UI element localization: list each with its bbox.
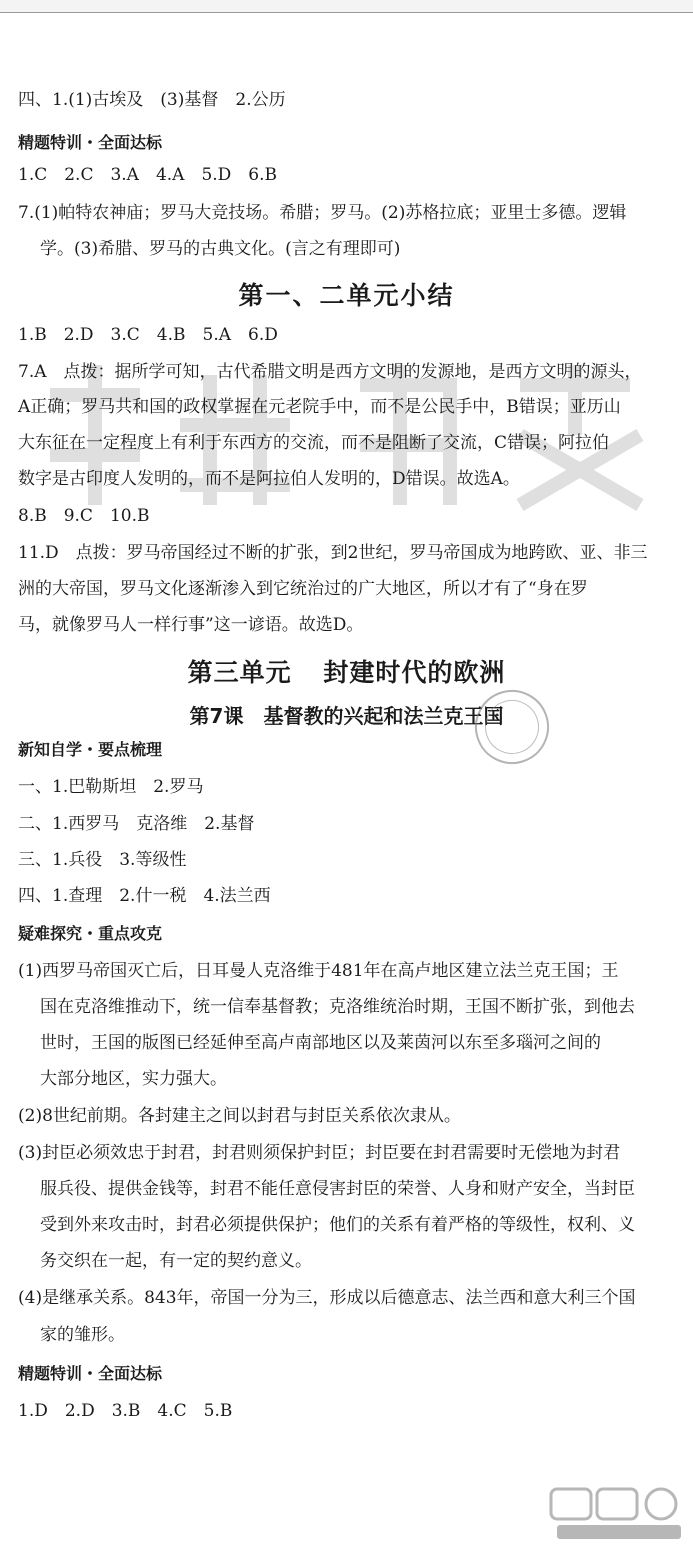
lesson-title: 第7课 基督教的兴起和法兰克王国 — [189, 704, 504, 728]
unit-title: 第三单元 封建时代的欧洲 — [187, 658, 506, 687]
answer-line: 7.(1)帕特农神庙；罗马大竞技场。希腊；罗马。(2)苏格拉底；亚里士多德。逻辑 — [18, 203, 627, 223]
section-heading: 疑难探究・重点攻克 — [18, 924, 163, 943]
answer-line: 7.A 点拨：据所学可知，古代希腊文明是西方文明的发源地，是西方文明的源头， — [18, 362, 642, 382]
section-heading: 新知自学・要点梳理 — [18, 740, 163, 759]
answer-line: 1.B 2.D 3.C 4.B 5.A 6.D — [18, 325, 278, 345]
answer-line: 家的雏形。 — [40, 1325, 125, 1345]
answer-line: 数字是古印度人发明的，而不是阿拉伯人发明的，D错误。故选A。 — [18, 469, 520, 489]
answer-line: 世时，王国的版图已经延伸至高卢南部地区以及莱茵河以东至多瑙河之间的 — [40, 1033, 601, 1053]
answer-line: 11.D 点拨：罗马帝国经过不断的扩张，到2世纪，罗马帝国成为地跨欧、亚、非三 — [18, 543, 648, 563]
answer-line: 8.B 9.C 10.B — [18, 506, 150, 526]
site-logo — [547, 1485, 687, 1543]
answer-line: 三、1.兵役 3.等级性 — [18, 850, 187, 870]
answer-line: 学。(3)希腊、罗马的古典文化。(言之有理即可) — [40, 239, 401, 259]
answer-line: 大东征在一定程度上有利于东西方的交流，而不是阻断了交流，C错误；阿拉伯 — [18, 433, 610, 453]
unit-summary-title: 第一、二单元小结 — [238, 281, 455, 310]
answer-line: 1.D 2.D 3.B 4.C 5.B — [18, 1401, 233, 1421]
answer-line: 洲的大帝国，罗马文化逐渐渗入到它统治过的广大地区，所以才有了“身在罗 — [18, 579, 588, 599]
page-top-edge — [0, 0, 693, 13]
answer-line: 四、1.查理 2.什一税 4.法兰西 — [18, 886, 271, 906]
answer-line: 服兵役、提供金钱等，封君不能任意侵害封臣的荣誉、人身和财产安全，当封臣 — [40, 1179, 635, 1199]
stamp-seal — [465, 680, 558, 773]
answer-line: 大部分地区，实力强大。 — [40, 1069, 227, 1089]
answer-line: A正确；罗马共和国的政权掌握在元老院手中，而不是公民手中，B错误；亚历山 — [18, 397, 621, 417]
section-heading: 精题特训・全面达标 — [18, 1364, 163, 1383]
answer-line: 四、1.(1)古埃及 (3)基督 2.公历 — [18, 90, 286, 110]
answer-line: (4)是继承关系。843年，帝国一分为三，形成以后德意志、法兰西和意大利三个国 — [18, 1288, 636, 1308]
answer-line: (1)西罗马帝国灭亡后，日耳曼人克洛维于481年在高卢地区建立法兰克王国；王 — [18, 961, 619, 981]
answer-line: 一、1.巴勒斯坦 2.罗马 — [18, 777, 204, 797]
answer-line: 马，就像罗马人一样行事”这一谚语。故选D。 — [18, 615, 364, 635]
answer-line: 务交织在一起，有一定的契约意义。 — [40, 1251, 312, 1271]
answer-line: 受到外来攻击时，封君必须提供保护；他们的关系有着严格的等级性，权利、义 — [40, 1215, 635, 1235]
answer-line: 二、1.西罗马 克洛维 2.基督 — [18, 814, 255, 834]
answer-line: 1.C 2.C 3.A 4.A 5.D 6.B — [18, 165, 278, 185]
answer-line: 国在克洛维推动下，统一信奉基督教；克洛维统治时期，王国不断扩张，到他去 — [40, 997, 635, 1017]
answer-line: (3)封臣必须效忠于封君，封君则须保护封臣；封臣要在封君需要时无偿地为封君 — [18, 1143, 621, 1163]
answer-line: (2)8世纪前期。各封建主之间以封君与封臣关系依次隶从。 — [18, 1106, 461, 1126]
section-heading: 精题特训・全面达标 — [18, 133, 163, 152]
